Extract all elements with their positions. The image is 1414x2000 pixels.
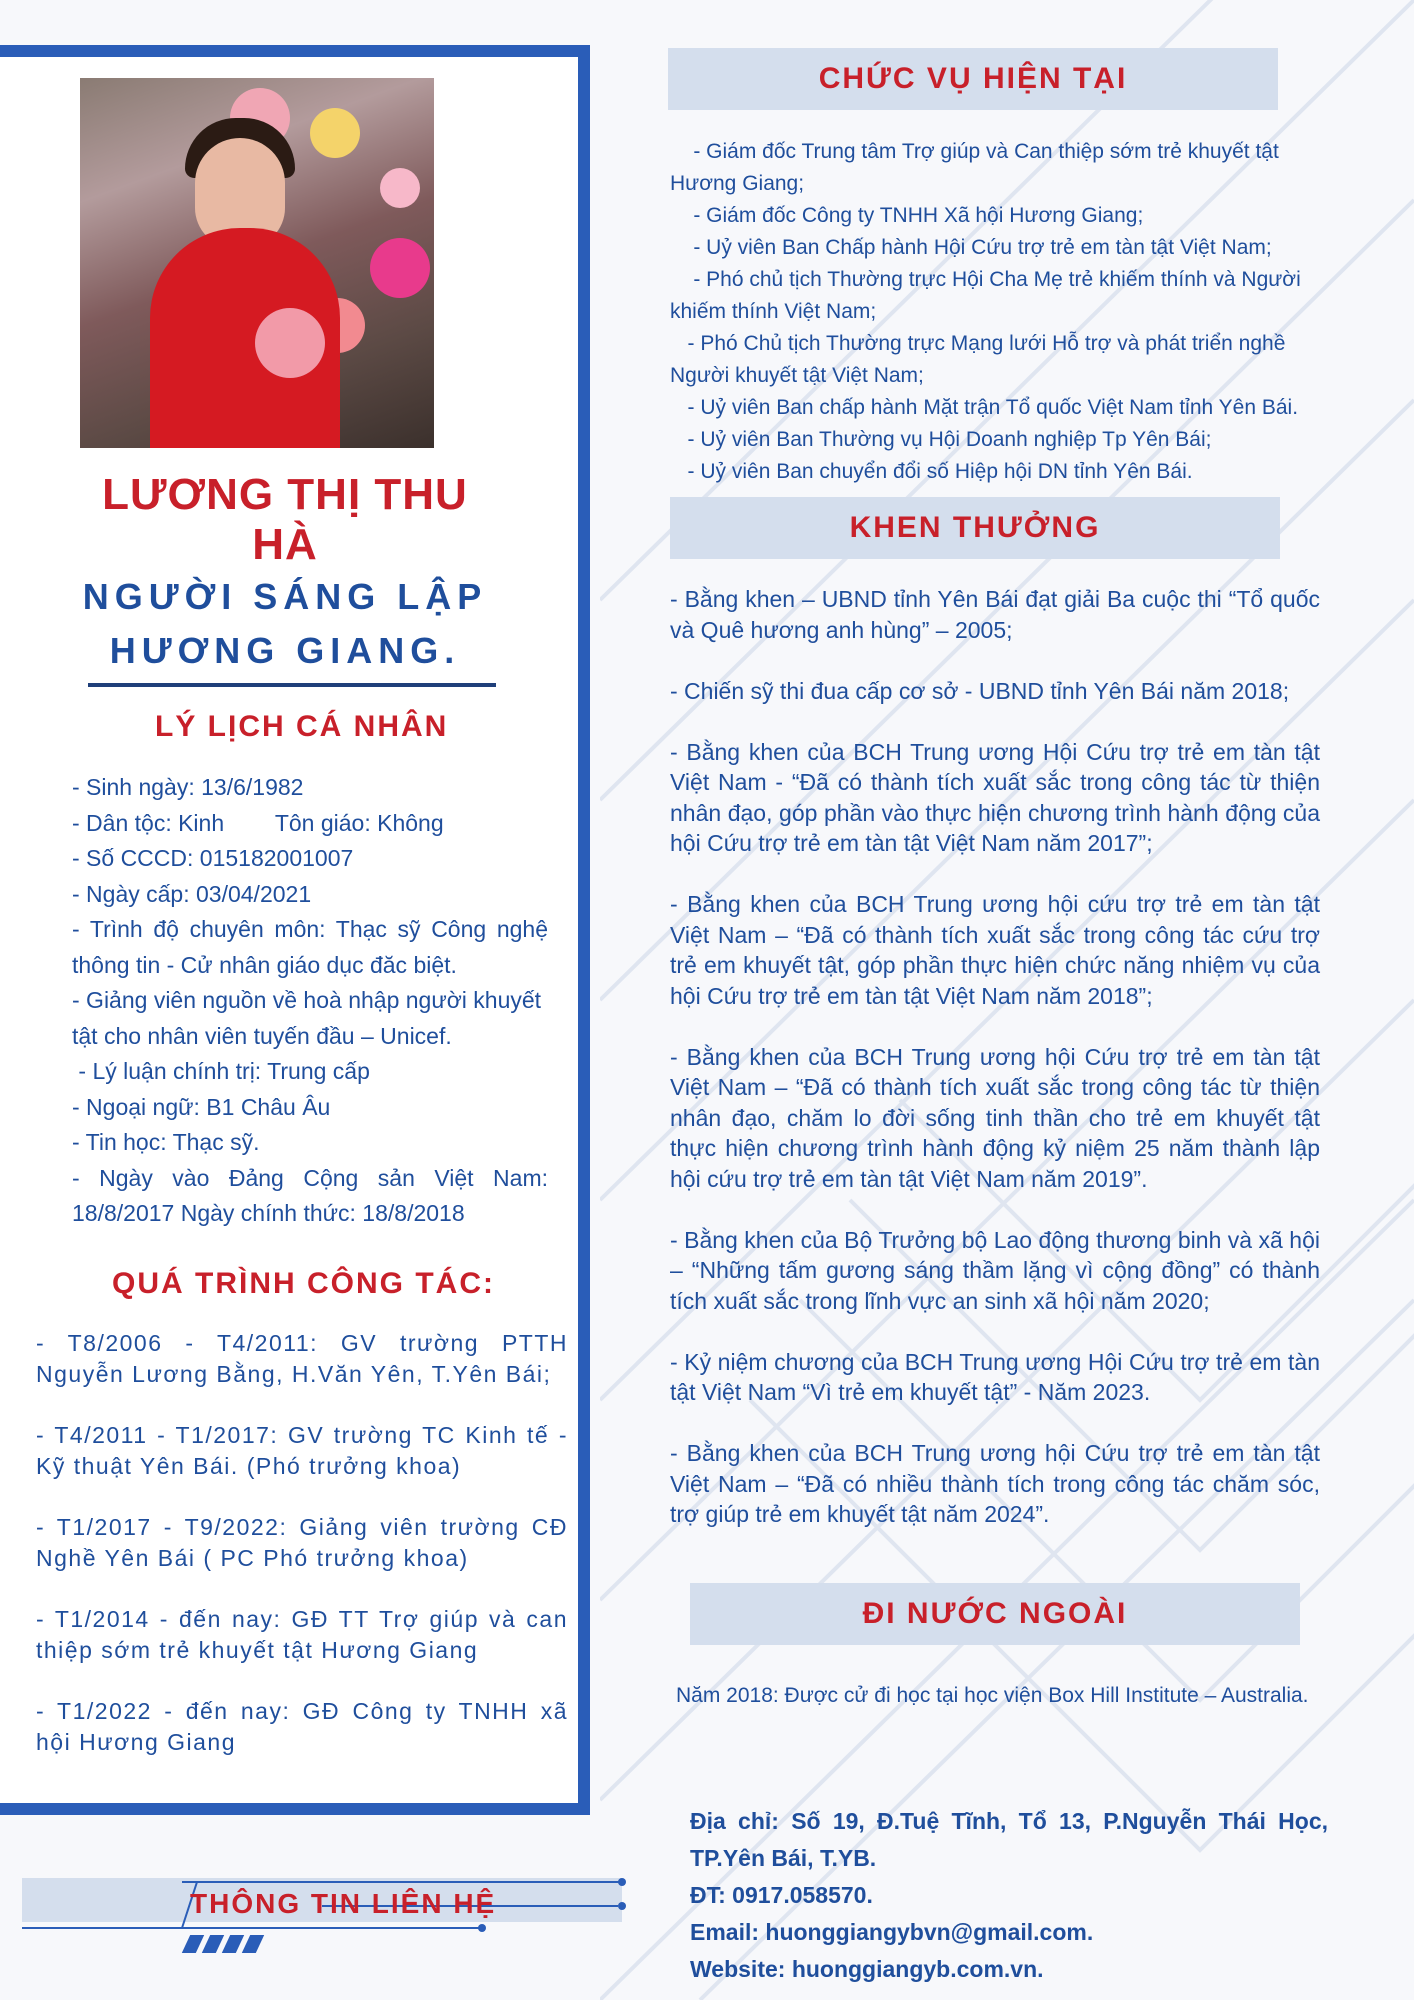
duty-item: - Uỷ viên Ban Chấp hành Hội Cứu trợ trẻ em tàn tật Việt Nam; bbox=[670, 236, 1272, 259]
bio-item: - Ngày cấp: 03/04/2021 bbox=[72, 880, 312, 907]
award-item: - Bằng khen – UBND tỉnh Yên Bái đạt giải Ba cuộc thi “Tổ quốc và Quê hương anh hùng” – 2005; bbox=[670, 586, 1320, 643]
work-item: - T1/2022 - đến nay: GĐ Công ty TNHH xã hội Hương Giang bbox=[36, 1698, 568, 1755]
role-line-1: NGƯỜI SÁNG LẬP bbox=[82, 576, 488, 617]
contact-info bbox=[690, 1803, 1328, 1988]
bar-dot-icon bbox=[618, 1902, 626, 1910]
contact-title: THÔNG TIN LIÊN HỆ bbox=[190, 1888, 497, 1919]
stripe-decoration bbox=[186, 1935, 266, 1958]
person-name: LƯƠNG THỊ THU HÀ bbox=[102, 470, 468, 569]
bio-item: - Sinh ngày: 13/6/1982 bbox=[72, 774, 304, 800]
bar-dot-icon bbox=[618, 1878, 626, 1886]
bio-item: - Ngày vào Đảng Cộng sản Việt Nam: 18/8/2017 Ngày chính thức: 18/8/2018 bbox=[72, 1164, 548, 1226]
award-item: - Chiến sỹ thi đua cấp cơ sở - UBND tỉnh Yên Bái năm 2018; bbox=[670, 677, 1290, 704]
bio-item: - Ngoại ngữ: B1 Châu Âu bbox=[72, 1093, 331, 1120]
duty-item: - Phó chủ tịch Thường trực Hội Cha Mẹ trẻ khiếm thính và Người khiếm thính Việt Nam; bbox=[670, 268, 1307, 323]
duty-item: - Uỷ viên Ban chấp hành Mặt trận Tổ quốc Việt Nam tỉnh Yên Bái. bbox=[670, 396, 1299, 419]
bio-item: - Lý luận chính trị: Trung cấp bbox=[72, 1058, 370, 1084]
contact-email[interactable]: Email: huonggiangybvn@gmail.com. bbox=[690, 1919, 1094, 1945]
work-item: - T4/2011 - T1/2017: GV trường TC Kinh tế - Kỹ thuật Yên Bái. (Phó trưởng khoa) bbox=[36, 1422, 568, 1479]
bio-item: - Dân tộc: Kinh Tôn giáo: Không bbox=[72, 809, 444, 836]
duty-item: - Uỷ viên Ban Thường vụ Hội Doanh nghiệp Tp Yên Bái; bbox=[670, 428, 1212, 451]
award-item: - Bằng khen của BCH Trung ương hội Cứu trợ trẻ em tàn tật Việt Nam – “Đã có thành tích xuất sắc trong công tác từ thiện nhân đạo, chăm lo đời sống tinh thần cho trẻ em khuyết tật thực hiện chương trình hành động kỷ niệm 25 năm thành lập hội cứu trợ trẻ em tàn tật Việt Nam năm 2019”. bbox=[670, 1043, 1320, 1192]
portrait-photo bbox=[80, 78, 434, 448]
contact-address: Địa chỉ: Số 19, Đ.Tuệ Tĩnh, Tổ 13, P.Nguyễn Thái Học, TP.Yên Bái, T.YB. bbox=[690, 1808, 1328, 1871]
work-item: - T1/2017 - T9/2022: Giảng viên trường CĐ Nghề Yên Bái ( PC Phó trưởng khoa) bbox=[36, 1514, 568, 1571]
bio-title: LÝ LỊCH CÁ NHÂN bbox=[155, 710, 449, 743]
award-item: - Bằng khen của BCH Trung ương hội cứu trợ trẻ em tàn tật Việt Nam – “Đã có thành tích xuất sắc trong công tác cứu trợ trẻ em khuyết tật, góp phần thực hiện chức năng nhiệm vụ của hội Cứu trợ trẻ em tàn tật Việt Nam năm 2018”; bbox=[670, 891, 1320, 1009]
contact-website[interactable]: Website: huonggiangyb.com.vn. bbox=[690, 1956, 1044, 1982]
work-item: - T8/2006 - T4/2011: GV trường PTTH Nguyễn Lương Bằng, H.Văn Yên, T.Yên Bái; bbox=[36, 1330, 568, 1387]
awards-list bbox=[670, 584, 1320, 1560]
role-title bbox=[70, 570, 500, 678]
bar-dot-icon bbox=[478, 1924, 486, 1932]
award-item: - Bằng khen của Bộ Trưởng bộ Lao động thương binh và xã hội – “Những tấm gương sáng thầm lặng vì cộng đồng” có thành tích xuất sắc trong lĩnh vực an sinh xã hội năm 2020; bbox=[670, 1226, 1320, 1314]
bio-item: - Trình độ chuyên môn: Thạc sỹ Công nghệ thông tin - Cử nhân giáo dục đăc biệt. bbox=[72, 916, 548, 978]
duty-item: - Giám đốc Trung tâm Trợ giúp và Can thiệp sớm trẻ khuyết tật Hương Giang; bbox=[670, 140, 1285, 195]
duty-list bbox=[670, 136, 1310, 488]
duty-item: - Phó Chủ tịch Thường trực Mạng lưới Hỗ trợ và phát triển nghề Người khuyết tật Việt Nam; bbox=[670, 332, 1292, 387]
duty-header: CHỨC VỤ HIỆN TẠI bbox=[668, 48, 1278, 110]
bio-item: - Tin học: Thạc sỹ. bbox=[72, 1129, 260, 1155]
abroad-text: Năm 2018: Được cử đi học tại học viện Box Hill Institute – Australia. bbox=[676, 1684, 1309, 1707]
award-item: - Bằng khen của BCH Trung ương Hội Cứu trợ trẻ em tàn tật Việt Nam - “Đã có thành tích xuất sắc trong công tác từ thiện nhân đạo, góp phần vào thực hiện chương trình hành động của hội Cứu trợ trẻ em tàn tật Việt Nam năm 2017”; bbox=[670, 738, 1320, 856]
awards-header: KHEN THƯỞNG bbox=[670, 497, 1280, 559]
contact-phone: ĐT: 0917.058570. bbox=[690, 1882, 873, 1908]
duty-item: - Giám đốc Công ty TNHH Xã hội Hương Giang; bbox=[670, 204, 1144, 227]
work-list bbox=[36, 1328, 568, 1788]
bio-list bbox=[72, 770, 548, 1232]
work-item: - T1/2014 - đến nay: GĐ TT Trợ giúp và can thiệp sớm trẻ khuyết tật Hương Giang bbox=[36, 1606, 568, 1663]
work-title: QUÁ TRÌNH CÔNG TÁC: bbox=[112, 1267, 495, 1300]
award-item: - Kỷ niệm chương của BCH Trung ương Hội Cứu trợ trẻ em tàn tật Việt Nam “Vì trẻ em khuyết tật” - Năm 2023. bbox=[670, 1348, 1320, 1405]
duty-item: - Uỷ viên Ban chuyển đổi số Hiệp hội DN tỉnh Yên Bái. bbox=[670, 460, 1193, 483]
bio-item: - Số CCCD: 015182001007 bbox=[72, 845, 354, 871]
role-line-2: HƯƠNG GIANG. bbox=[109, 630, 461, 671]
divider bbox=[88, 683, 496, 687]
abroad-header: ĐI NƯỚC NGOÀI bbox=[690, 1583, 1300, 1645]
bio-item: - Giảng viên nguồn về hoà nhập người khuyết tật cho nhân viên tuyến đầu – Unicef. bbox=[72, 987, 542, 1049]
award-item: - Bằng khen của BCH Trung ương hội Cứu trợ trẻ em tàn tật Việt Nam – “Đã có nhiều thành tích trong công tác chăm sóc, trợ giúp trẻ em khuyết tật năm 2024”. bbox=[670, 1440, 1320, 1527]
